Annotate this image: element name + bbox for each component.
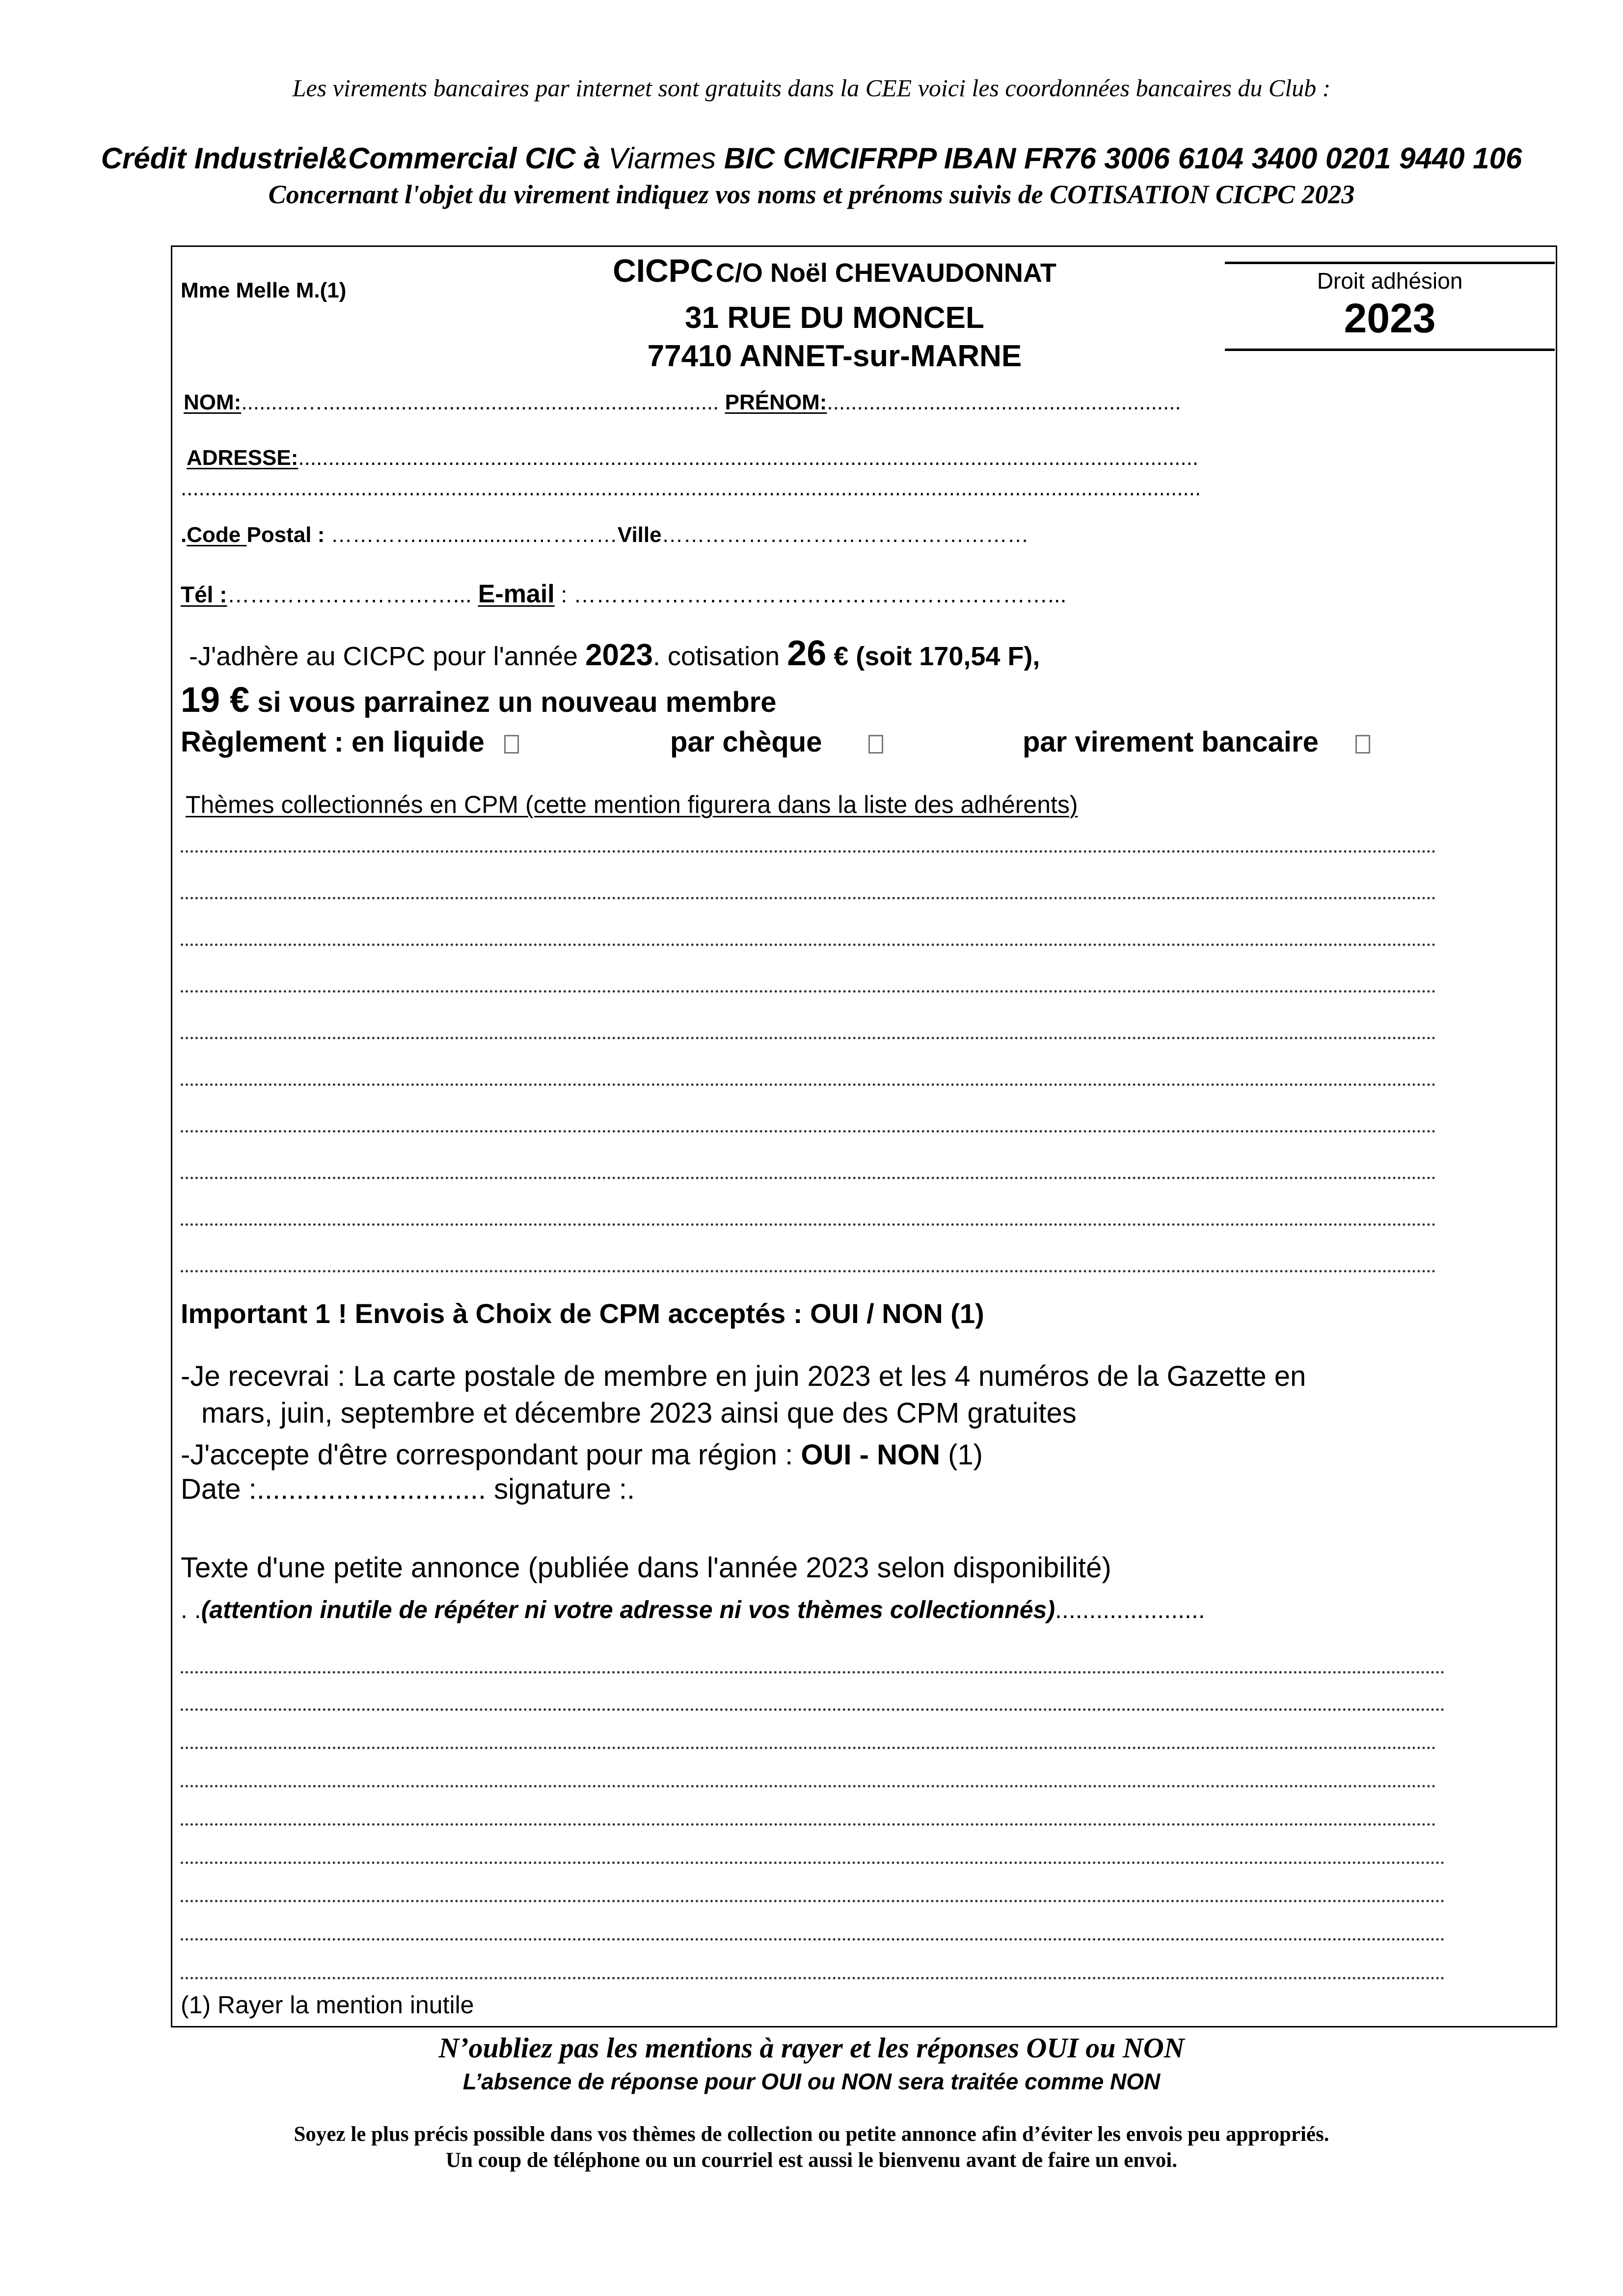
themes-line[interactable] (181, 1222, 1436, 1226)
themes-line[interactable] (181, 1269, 1436, 1272)
bank-city: Viarmes (608, 142, 716, 175)
date-signature-line[interactable]: Date :............................. signature :. (181, 1473, 635, 1505)
adhesion-text: -J'adhère au CICPC pour l'année (189, 642, 586, 671)
virement-label: par virement bancaire (1023, 726, 1319, 758)
adresse-field[interactable]: ...................................................................................................................................................... (298, 446, 1199, 470)
cheque-label: par chèque (670, 726, 822, 758)
club-care-of: C/O Noël CHEVAUDONNAT (715, 258, 1056, 288)
prenom-label: PRÉNOM: (725, 390, 827, 414)
contact-note: Un coup de téléphone ou un courriel est aussi le bienvenu avant de faire un envoi. (446, 2149, 1177, 2172)
correspondant-choice[interactable]: OUI - NON (801, 1439, 940, 1471)
adresse-field-2[interactable]: .......................................................................................................................................................................... (181, 476, 1201, 500)
themes-line[interactable] (181, 1082, 1436, 1086)
annonce-note: (attention inutile de répéter ni votre adresse ni vos thèmes collectionnés) (201, 1596, 1055, 1623)
annonce-note-dots[interactable]: ...................... (1055, 1596, 1205, 1623)
correspondant-note: (1) (940, 1439, 983, 1471)
cp-label-postal: Postal : (246, 523, 331, 547)
membership-form (171, 245, 1557, 2027)
reminder-line: N’oubliez pas les mentions à rayer et les réponses OUI ou NON (438, 2032, 1185, 2064)
themes-line[interactable] (181, 943, 1436, 946)
annonce-line[interactable] (181, 1746, 1436, 1749)
reglement-label: Règlement : en liquide (181, 726, 485, 758)
annonce-note-line (181, 1595, 1205, 1624)
ville-label: Ville (617, 523, 662, 547)
prenom-field[interactable]: ........................................................... (827, 390, 1181, 414)
cp-dot: . (181, 523, 187, 547)
cp-row (181, 523, 1029, 547)
annonce-line[interactable] (181, 1899, 1445, 1902)
bank-intro: Les virements bancaires par internet sont gratuits dans la CEE voici les coordonnées bancaires du Club : (292, 74, 1331, 102)
salutation[interactable]: Mme Melle M.(1) (181, 278, 347, 302)
club-address (491, 251, 1178, 376)
annonce-line[interactable] (181, 1822, 1436, 1826)
correspondant-text: -J'accepte d'être correspondant pour ma région : (181, 1439, 801, 1471)
important-envois: Important 1 ! Envois à Choix de CPM acceptés : OUI / NON (1) (181, 1298, 984, 1329)
nom-row (184, 390, 1181, 415)
email-label: E-mail (478, 580, 555, 608)
themes-line[interactable] (181, 849, 1436, 853)
footnote: (1) Rayer la mention inutile (181, 1991, 474, 2019)
reglement-liquide (181, 726, 519, 758)
annonce-line[interactable] (181, 1670, 1445, 1674)
adhesion-line (189, 633, 1040, 674)
themes-line[interactable] (181, 896, 1436, 899)
droit-rule-bottom (1225, 349, 1555, 351)
correspondant-line (181, 1438, 983, 1471)
annonce-line[interactable] (181, 1937, 1445, 1941)
bank-details (0, 141, 1623, 175)
tel-label: Tél : (181, 582, 227, 607)
nom-field[interactable]: ..........….................................................................. (241, 390, 719, 414)
parrain-text: si vous parrainez un nouveau membre (249, 686, 777, 718)
club-street: 31 RUE DU MONCEL (685, 301, 984, 335)
recevrai-line-1: -Je recevrai : La carte postale de membre en juin 2023 et les 4 numéros de la Gazette en (181, 1360, 1306, 1392)
reglement-cheque (670, 726, 883, 758)
transfer-instruction: Concernant l'objet du virement indiquez vos noms et prénoms suivis de COTISATION CICPC 2023 (268, 180, 1355, 209)
adresse-row (187, 446, 1198, 470)
annonce-line[interactable] (181, 1861, 1445, 1864)
adhesion-price: 26 (787, 634, 827, 673)
virement-checkbox[interactable] (1355, 735, 1370, 754)
bank-name: Crédit Industriel&Commercial CIC à (101, 142, 609, 175)
cp-label-code: Code (187, 523, 247, 547)
club-city: 77410 ANNET-sur-MARNE (647, 339, 1022, 373)
annonce-line[interactable] (181, 1976, 1445, 1979)
nom-label: NOM: (184, 390, 242, 414)
adhesion-year: 2023 (585, 638, 653, 672)
recevrai-line-2: mars, juin, septembre et décembre 2023 ainsi que des CPM gratuites (201, 1397, 1077, 1429)
themes-label: Thèmes collectionnés en CPM (cette mention figurera dans la liste des adhérents) (186, 791, 1078, 818)
annonce-line[interactable] (181, 1707, 1445, 1711)
liquide-checkbox[interactable] (504, 735, 519, 754)
adhesion-price-franc: € (soit 170,54 F), (826, 642, 1040, 671)
cheque-checkbox[interactable] (868, 735, 883, 754)
themes-line[interactable] (181, 1176, 1436, 1179)
adhesion-cotisation: . cotisation (653, 642, 787, 671)
club-name: CICPC (613, 252, 714, 289)
droit-year: 2023 (1344, 295, 1436, 341)
precision-note: Soyez le plus précis possible dans vos thèmes de collection ou petite annonce afin d’éviter les envois peu appropriés. (294, 2123, 1329, 2146)
tel-field[interactable]: …………………………... (227, 582, 472, 607)
absence-note: L’absence de réponse pour OUI ou NON sera traitée comme NON (462, 2069, 1161, 2094)
droit-rule-top (1225, 262, 1555, 264)
email-field[interactable]: : ………………………………………………………... (554, 582, 1067, 607)
cp-field[interactable]: …………...................………… (330, 523, 618, 547)
themes-line[interactable] (181, 989, 1436, 993)
ville-field[interactable]: …………………………………………… (661, 523, 1029, 547)
themes-line[interactable] (181, 1129, 1436, 1133)
tel-row (181, 579, 1066, 609)
adresse-label: ADRESSE: (187, 446, 298, 470)
parrain-price: 19 € (181, 680, 250, 720)
annonce-prefix: . . (181, 1596, 201, 1623)
annonce-line[interactable] (181, 1784, 1436, 1787)
droit-label: Droit adhésion (1317, 268, 1463, 294)
themes-line[interactable] (181, 1036, 1436, 1039)
annonce-label: Texte d'une petite annonce (publiée dans l'année 2023 selon disponibilité) (181, 1552, 1111, 1584)
parrain-line (181, 680, 776, 720)
bank-codes: BIC CMCIFRPP IBAN FR76 3006 6104 3400 0201 9440 106 (716, 142, 1522, 175)
reglement-virement (1023, 726, 1370, 758)
